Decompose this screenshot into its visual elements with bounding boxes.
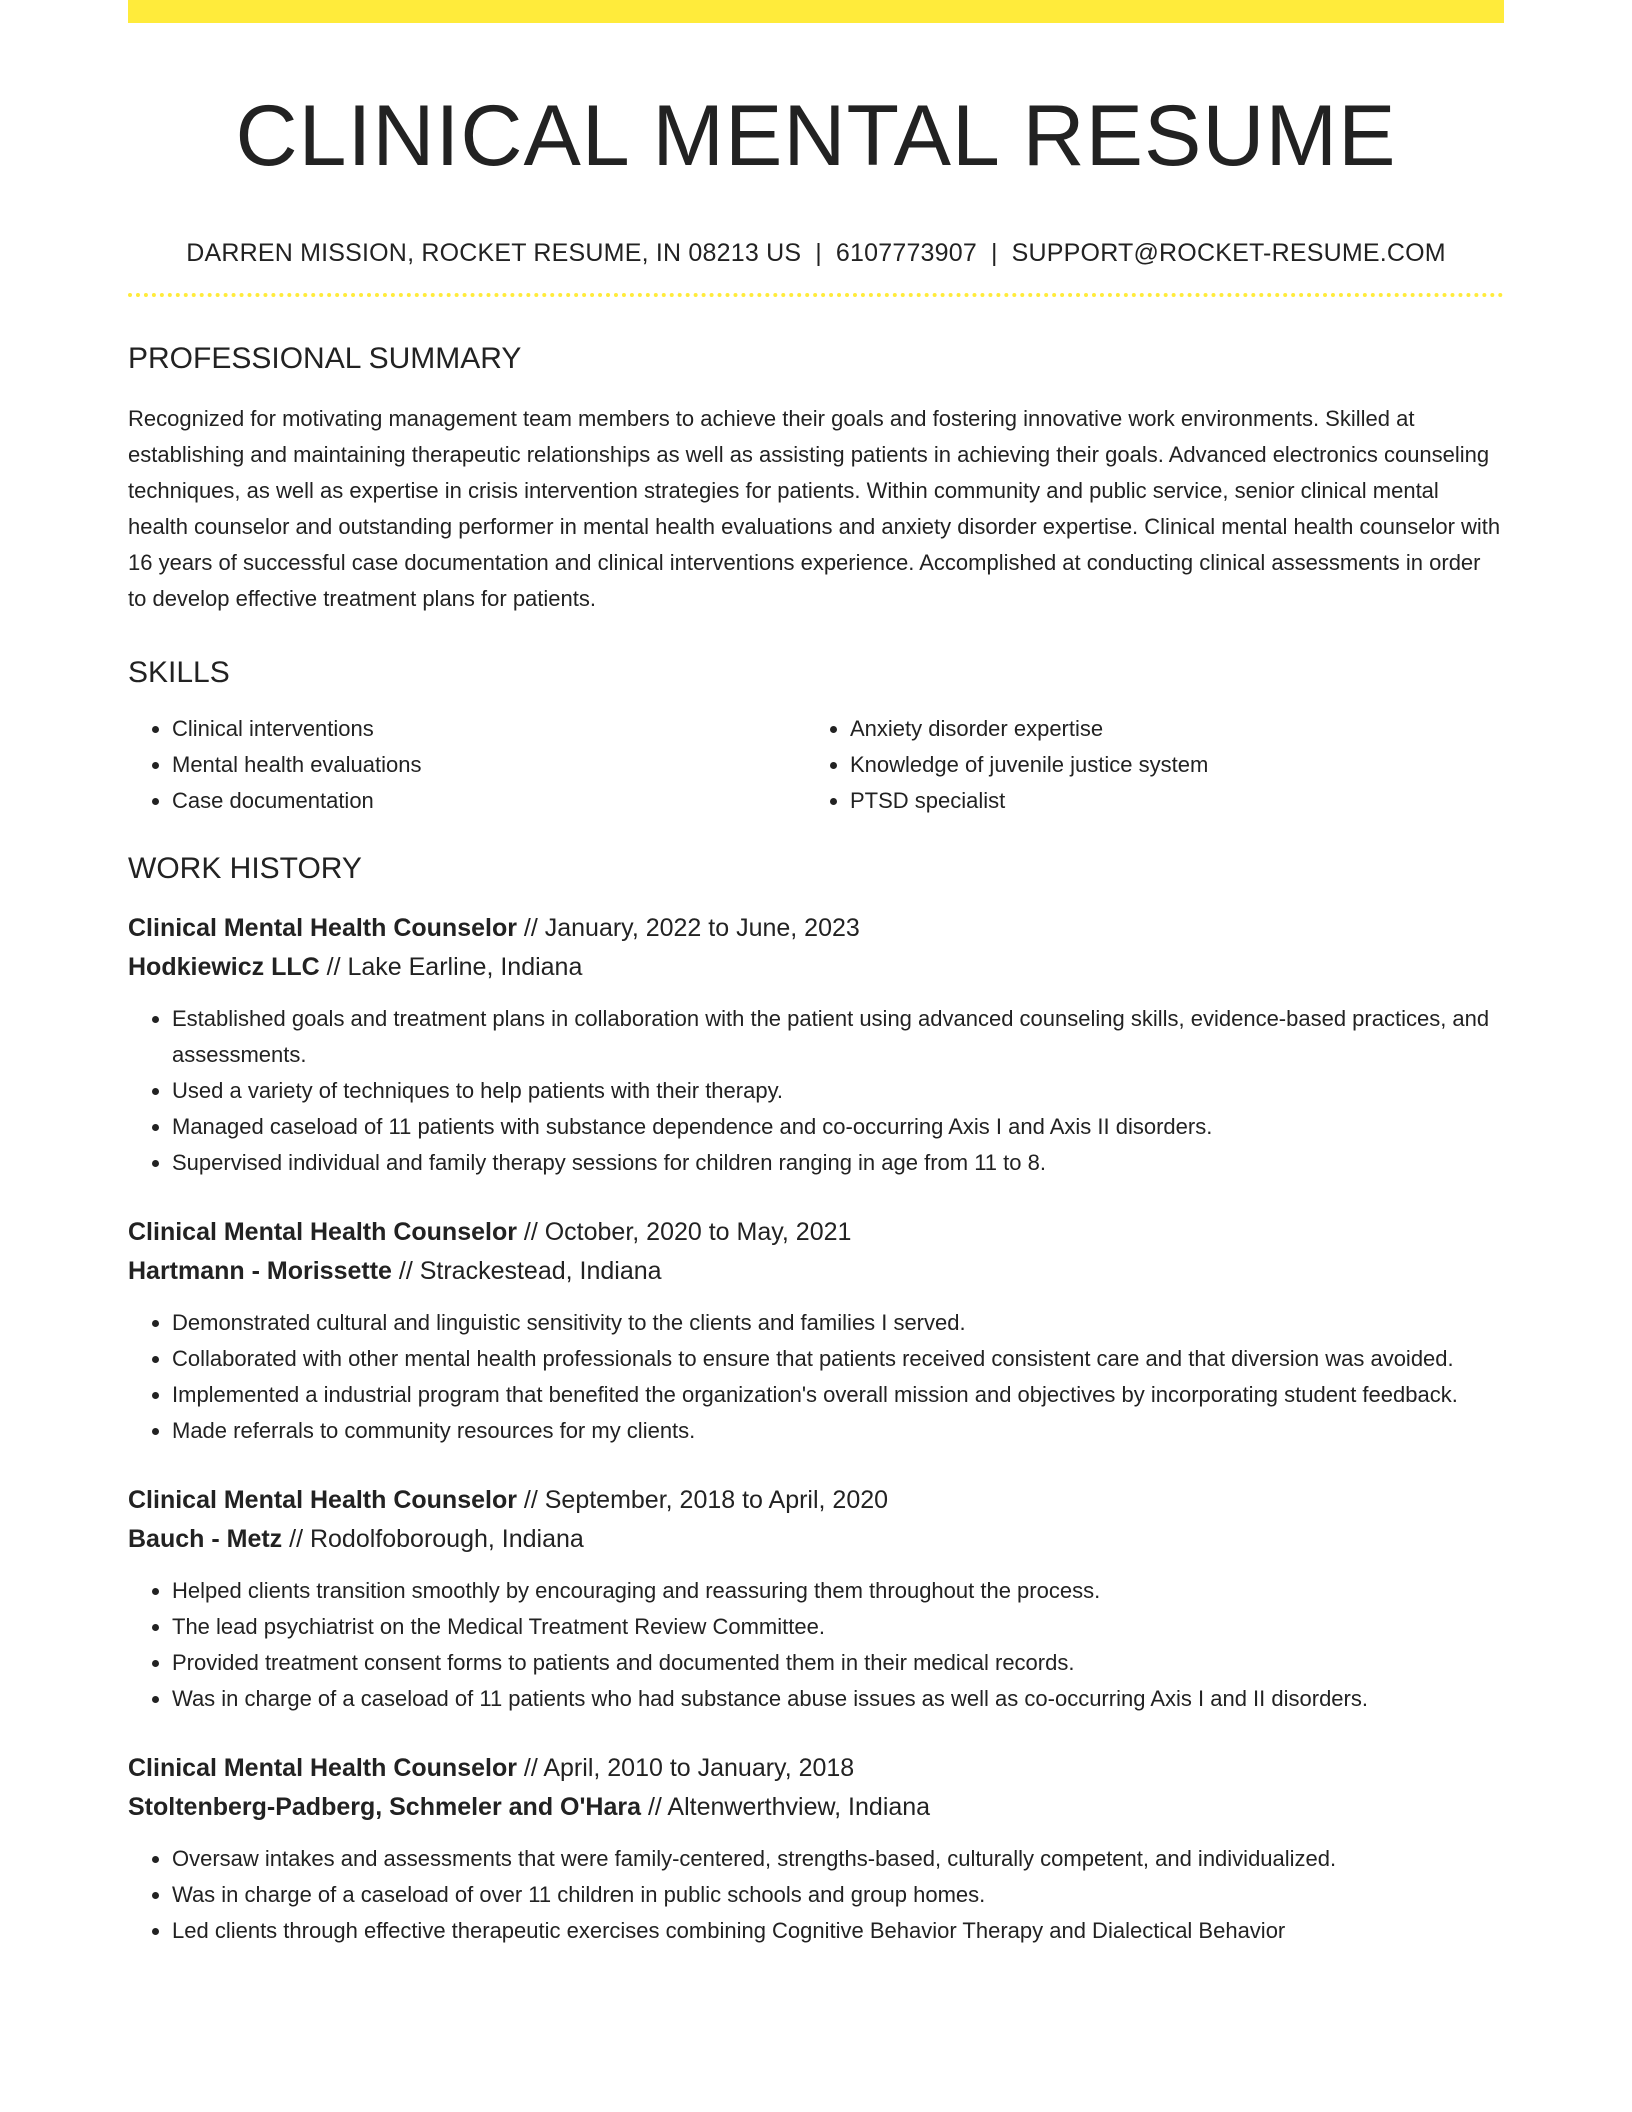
resume-title: CLINICAL MENTAL RESUME xyxy=(235,88,1397,184)
job-bullet: • Collaborated with other mental health professionals to ensure that patients received consistent care and that diversion was avoided. xyxy=(172,1341,1504,1377)
job-title: Clinical Mental Health Counselor xyxy=(128,1218,517,1246)
job-company: Stoltenberg-Padberg, Schmeler and O'Hara xyxy=(128,1793,642,1821)
job-bullet: • The lead psychiatrist on the Medical Treatment Review Committee. xyxy=(172,1609,1504,1645)
contact-email: SUPPORT@ROCKET-RESUME.COM xyxy=(1011,239,1446,267)
job-bullet: • Helped clients transition smoothly by encouraging and reassuring them throughout the process. xyxy=(172,1573,1504,1609)
job-bullet: • Was in charge of a caseload of 11 patients who had substance abuse issues as well as co-occurring Axis I and II disorders. xyxy=(172,1681,1504,1717)
skill-item: • Case documentation xyxy=(172,783,806,819)
contact-phone: 6107773907 xyxy=(835,239,977,267)
skills-list xyxy=(128,711,1504,819)
job-location: // Altenwerthview, Indiana xyxy=(641,1793,931,1821)
summary-heading: PROFESSIONAL SUMMARY xyxy=(128,342,522,375)
job-title-line xyxy=(128,1481,1504,1520)
contact-address: DARREN MISSION, ROCKET RESUME, IN 08213 US xyxy=(186,239,802,267)
job-title: Clinical Mental Health Counselor xyxy=(128,1754,517,1782)
job-title-line xyxy=(128,1749,1504,1788)
job-company: Hartmann - Morissette xyxy=(128,1257,392,1285)
contact-separator: | xyxy=(990,239,998,267)
job-entry xyxy=(128,909,1504,1181)
job-entry xyxy=(128,1481,1504,1717)
job-title: Clinical Mental Health Counselor xyxy=(128,1486,517,1514)
job-bullet: • Made referrals to community resources for my clients. xyxy=(172,1413,1504,1449)
job-company: Bauch - Metz xyxy=(128,1525,283,1553)
job-bullet: • Provided treatment consent forms to patients and documented them in their medical records. xyxy=(172,1645,1504,1681)
skill-item: • Anxiety disorder expertise xyxy=(850,711,1484,747)
job-location: // Strackestead, Indiana xyxy=(391,1257,662,1285)
job-location: // Lake Earline, Indiana xyxy=(319,953,583,981)
job-company-line xyxy=(128,1252,1504,1291)
job-dates: // October, 2020 to May, 2021 xyxy=(516,1218,852,1246)
job-dates: // September, 2018 to April, 2020 xyxy=(516,1486,889,1514)
job-title-line xyxy=(128,1213,1504,1252)
skill-item: • Clinical interventions xyxy=(172,711,806,747)
job-bullet: • Was in charge of a caseload of over 11 children in public schools and group homes. xyxy=(172,1877,1504,1913)
job-title-line xyxy=(128,909,1504,948)
job-bullet: • Established goals and treatment plans in collaboration with the patient using advanced counseling skills, evidence-based practices, and assessments. xyxy=(172,1001,1504,1073)
job-company-line xyxy=(128,948,1504,987)
job-location: // Rodolfoborough, Indiana xyxy=(282,1525,584,1553)
job-bullets xyxy=(128,1841,1504,1949)
job-bullet: • Implemented a industrial program that benefited the organization's overall mission and objectives by incorporating student feedback. xyxy=(172,1377,1504,1413)
job-bullet: • Oversaw intakes and assessments that were family-centered, strengths-based, culturally competent, and individualized. xyxy=(172,1841,1504,1877)
job-bullet: • Managed caseload of 11 patients with substance dependence and co-occurring Axis I and Axis II disorders. xyxy=(172,1109,1504,1145)
skills-heading: SKILLS xyxy=(128,656,230,689)
skill-item: • Knowledge of juvenile justice system xyxy=(850,747,1484,783)
contact-separator: | xyxy=(815,239,822,267)
dotted-divider xyxy=(128,293,1504,297)
work-history-heading: WORK HISTORY xyxy=(128,852,362,885)
skill-item: • Mental health evaluations xyxy=(172,747,806,783)
skills-column-right xyxy=(806,711,1484,819)
job-company-line xyxy=(128,1520,1504,1559)
job-bullets xyxy=(128,1573,1504,1717)
summary-text: Recognized for motivating management team members to achieve their goals and fostering innovative work environments. Skilled at establishing and maintaining therapeutic relationships as well as assisting patients in achieving their goals. Advanced electronics counseling techniques, as well as expertise in crisis intervention strategies for patients. Within community and public service, senior clinical mental health counselor and outstanding performer in mental health evaluations and anxiety disorder expertise. Clinical mental health counselor with 16 years of successful case documentation and clinical interventions experience. Accomplished at conducting clinical assessments in order to develop effective treatment plans for patients. xyxy=(128,406,1501,611)
job-entry xyxy=(128,1749,1504,1949)
job-entry xyxy=(128,1213,1504,1449)
job-bullets xyxy=(128,1305,1504,1449)
resume-page xyxy=(128,0,1504,1949)
skill-item: • PTSD specialist xyxy=(850,783,1484,819)
job-dates: // April, 2010 to January, 2018 xyxy=(516,1754,855,1782)
job-bullet: • Demonstrated cultural and linguistic sensitivity to the clients and families I served. xyxy=(172,1305,1504,1341)
contact-line xyxy=(128,238,1504,268)
job-bullet: • Supervised individual and family therapy sessions for children ranging in age from 11 to 8. xyxy=(172,1145,1504,1181)
job-bullet: • Used a variety of techniques to help patients with their therapy. xyxy=(172,1073,1504,1109)
top-accent-bar xyxy=(128,0,1504,23)
job-dates: // January, 2022 to June, 2023 xyxy=(516,914,860,942)
job-company: Hodkiewicz LLC xyxy=(128,953,320,981)
job-bullet: • Led clients through effective therapeutic exercises combining Cognitive Behavior Therapy and Dialectical Behavior xyxy=(172,1913,1504,1949)
skills-column-left xyxy=(128,711,806,819)
job-company-line xyxy=(128,1788,1504,1827)
job-bullets xyxy=(128,1001,1504,1181)
job-title: Clinical Mental Health Counselor xyxy=(128,914,517,942)
